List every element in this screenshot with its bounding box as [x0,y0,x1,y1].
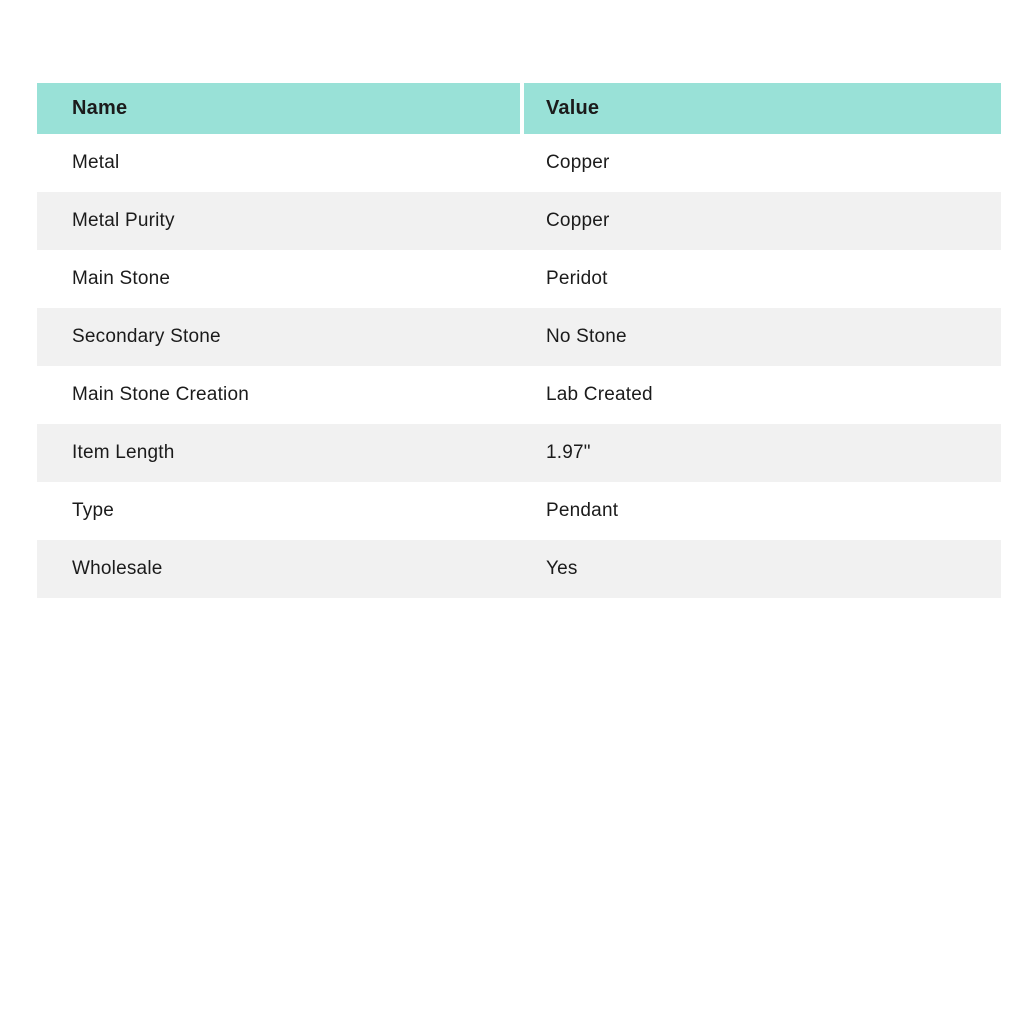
attribute-name: Metal [72,152,120,173]
attribute-name: Main Stone [72,268,171,289]
attribute-name: Secondary Stone [72,326,221,347]
attribute-name: Main Stone Creation [72,384,250,405]
table-header-row [37,83,1001,134]
attribute-name: Type [72,500,114,521]
table-row [37,192,1001,250]
attribute-value: Pendant [546,500,619,521]
attribute-value: Yes [546,558,578,579]
attribute-value: No Stone [546,326,627,347]
table-row [37,424,1001,482]
attribute-name: Metal Purity [72,210,175,231]
table-row [37,250,1001,308]
attribute-name: Item Length [72,442,175,463]
attribute-value: Copper [546,152,610,173]
product-attributes-table [37,83,1001,598]
attribute-value: Copper [546,210,610,231]
column-header-value: Value [524,83,1001,134]
attribute-value: Lab Created [546,384,653,405]
table-row [37,366,1001,424]
table-row [37,308,1001,366]
attribute-name: Wholesale [72,558,163,579]
attribute-value: 1.97" [546,442,591,463]
table-row [37,482,1001,540]
column-header-name: Name [37,83,520,134]
attribute-value: Peridot [546,268,608,289]
table-row [37,134,1001,192]
table-row [37,540,1001,598]
